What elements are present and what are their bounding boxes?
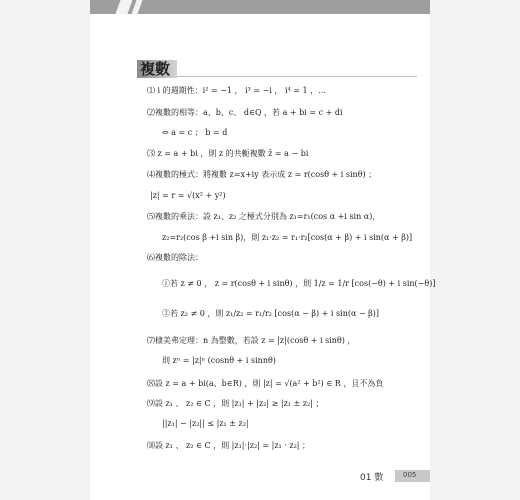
page-number: 005 bbox=[403, 471, 417, 479]
section-title: 複數 bbox=[140, 60, 171, 78]
chapter-label: 01 數 bbox=[360, 473, 384, 483]
text-line: |z| = r = √(x² + y²) bbox=[150, 191, 226, 200]
text-line: ②若 z₂ ≠ 0 ，則 z₁/z₂ = r₁/r₂ [cos(α − β) + i sin(α − β)] bbox=[162, 309, 380, 318]
text-line: ⑶ z = a + bi ，則 z 的共軛複數 z̄ = a − bi bbox=[147, 149, 309, 158]
text-line: ⑷複數的極式：將複數 z=x+iy 表示成 z = r(cosθ + i sinθ) ； bbox=[147, 170, 377, 179]
text-line: ⇔ a = c ； b = d bbox=[162, 128, 228, 137]
text-line: ⑵複數的相等：a、b、c、 d∈Q ，若 a + bi = c + di bbox=[147, 108, 343, 117]
text-line: ⑼設 z₁ 、 z₂ ∈ C ，則 |z₁| + |z₂| ≥ |z₁ ± z₂| ； bbox=[147, 399, 324, 408]
text-line: ⑹複數的除法： bbox=[147, 253, 203, 262]
title-rule bbox=[177, 76, 417, 77]
text-line: ⑽設 z₁ 、 z₂ ∈ C ，則 |z₁|·|z₂| = |z₁ · z₂| ； bbox=[147, 441, 311, 450]
text-line: ⑻設 z = a + bi(a、b∈R) ，則 |z| = √(a² + b²) ∈ R ，且不為負 bbox=[147, 379, 384, 388]
text-line: ⑸複數的乘法：設 z₁、z₂ 之極式分別為 z₁=r₁(cos α +i sin α)， bbox=[147, 212, 381, 221]
text-line: ⑴ i 的週期性：i² = −1 ， i³ = −i ， i⁴ = 1 ，… bbox=[147, 86, 327, 95]
text-line: ⑺棣美弗定理：n 為整數，若設 z = |z|(cosθ + i sinθ) ， bbox=[147, 336, 356, 345]
page-margin bbox=[430, 0, 520, 500]
text-line: 則 zⁿ = |z|ⁿ (cosnθ + i sinnθ) bbox=[162, 356, 276, 365]
text-line: ①若 z ≠ 0 ， z = r(cosθ + i sinθ) ，則 1/z = 1/r [cos(−θ) + i sin(−θ)] bbox=[162, 279, 436, 288]
text-line: ||z₁| − |z₂|| ≤ |z₁ ± z₂| bbox=[162, 419, 249, 428]
text-line: z₂=r₂(cos β +i sin β)，則 z₁·z₂ = r₁·r₂[cos(α + β) + i sin(α + β)] bbox=[162, 233, 413, 242]
